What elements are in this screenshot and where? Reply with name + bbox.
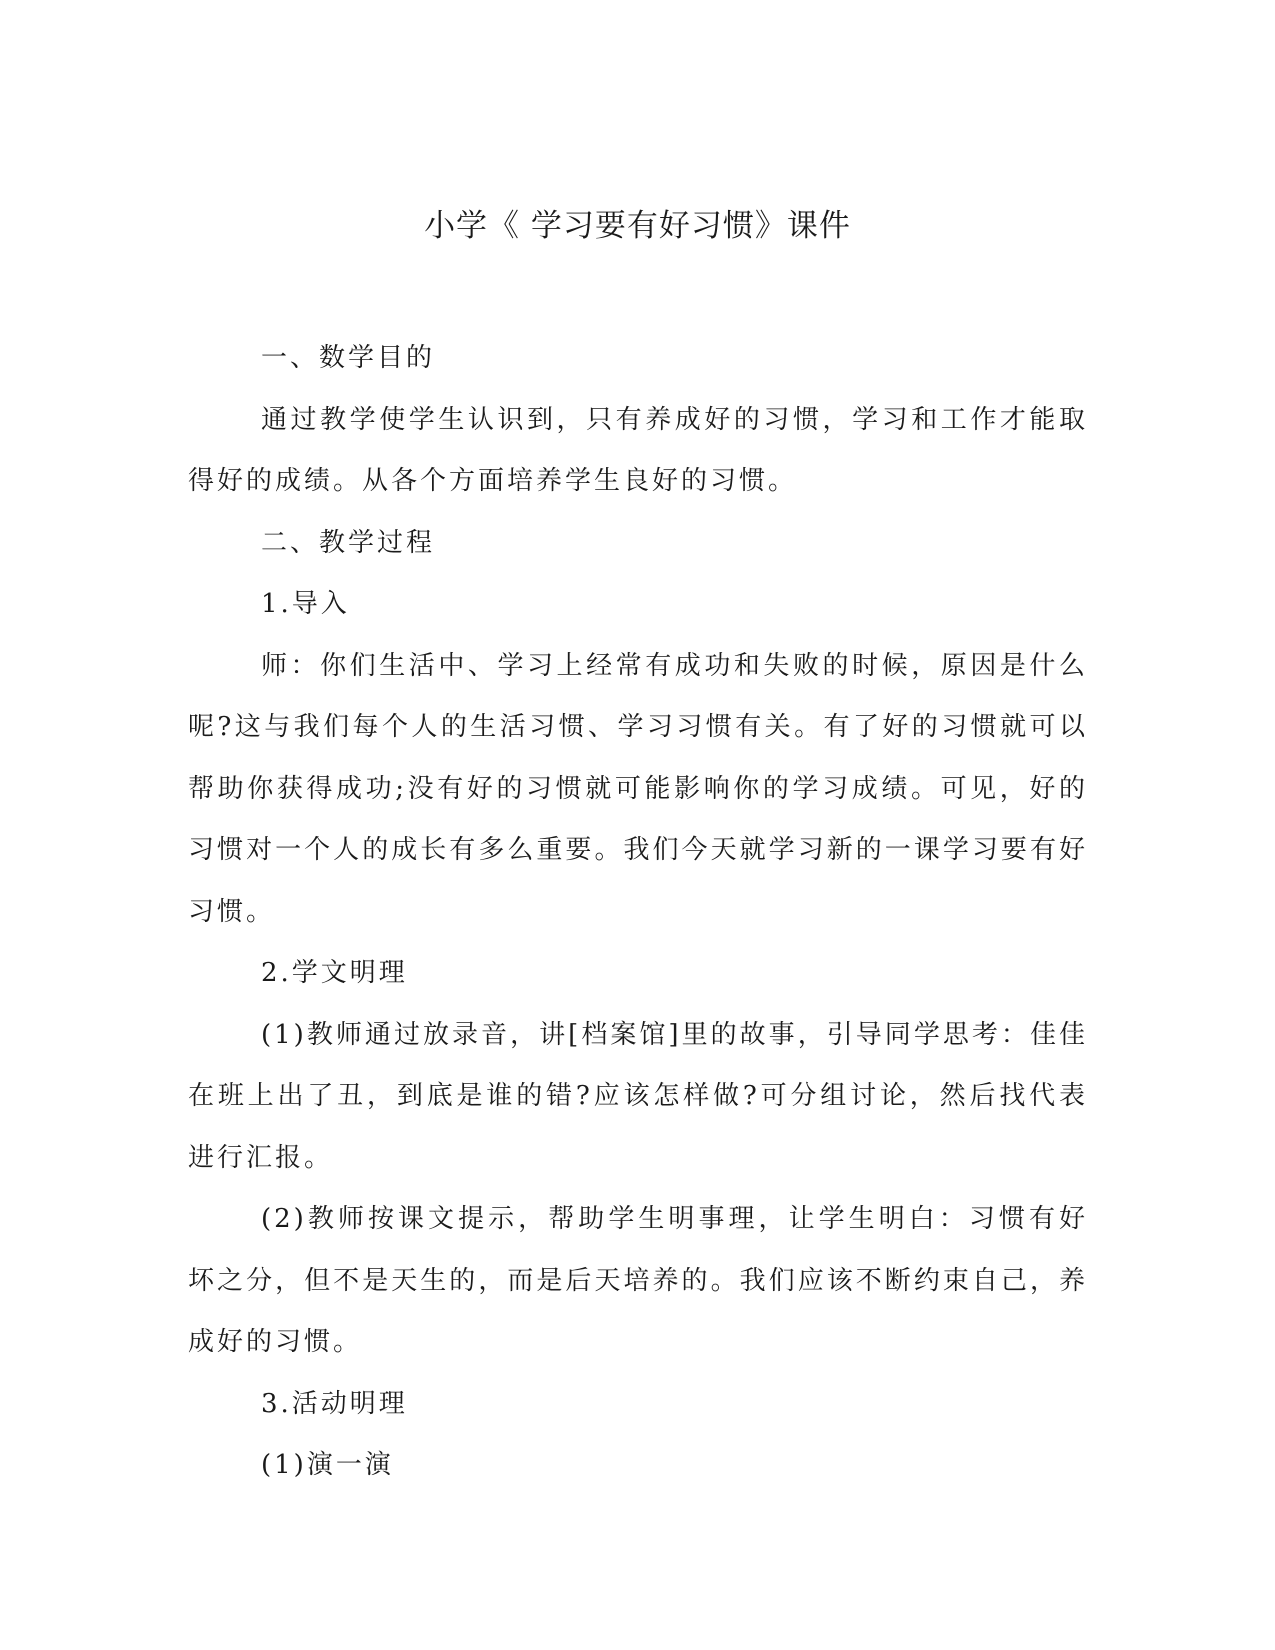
document-title: 小学《 学习要有好习惯》课件 — [424, 208, 851, 244]
paragraph-text-study-2: (2)教师按课文提示，帮助学生明事理，让学生明白：习惯有好坏之分，但不是天生的，而是后天培养的。我们应该不断约束自己，养成好的习惯。 — [188, 1204, 1088, 1357]
paragraph-objective: 通过教学使学生认识到，只有养成好的习惯，学习和工作才能取得好的成绩。从各个方面培养学生良好的习惯。 — [188, 404, 1088, 496]
subheading-intro: 1.导入 — [261, 589, 350, 619]
document-body — [188, 328, 1088, 1497]
paragraph-intro: 师：你们生活中、学习上经常有成功和失败的时候，原因是什么呢?这与我们每个人的生活习惯、学习习惯有关。有了好的习惯就可以帮助你获得成功;没有好的习惯就可能影响你的学习成绩。可见，好的习惯对一个人的成长有多么重要。我们今天就学习新的一课学习要有好习惯。 — [188, 650, 1088, 927]
subheading-activity: 3.活动明理 — [261, 1388, 408, 1419]
section-heading-process: 二、教学过程 — [261, 527, 436, 558]
subheading-text-study: 2.学文明理 — [261, 958, 408, 988]
subheading-act-out: (1)演一演 — [261, 1450, 394, 1480]
paragraph-text-study-1: (1)教师通过放录音，讲[档案馆]里的故事，引导同学思考：佳佳在班上出了丑，到底是谁的错?应该怎样做?可分组讨论，然后找代表进行汇报。 — [188, 1019, 1088, 1173]
section-heading-objective: 一、数学目的 — [261, 343, 436, 373]
